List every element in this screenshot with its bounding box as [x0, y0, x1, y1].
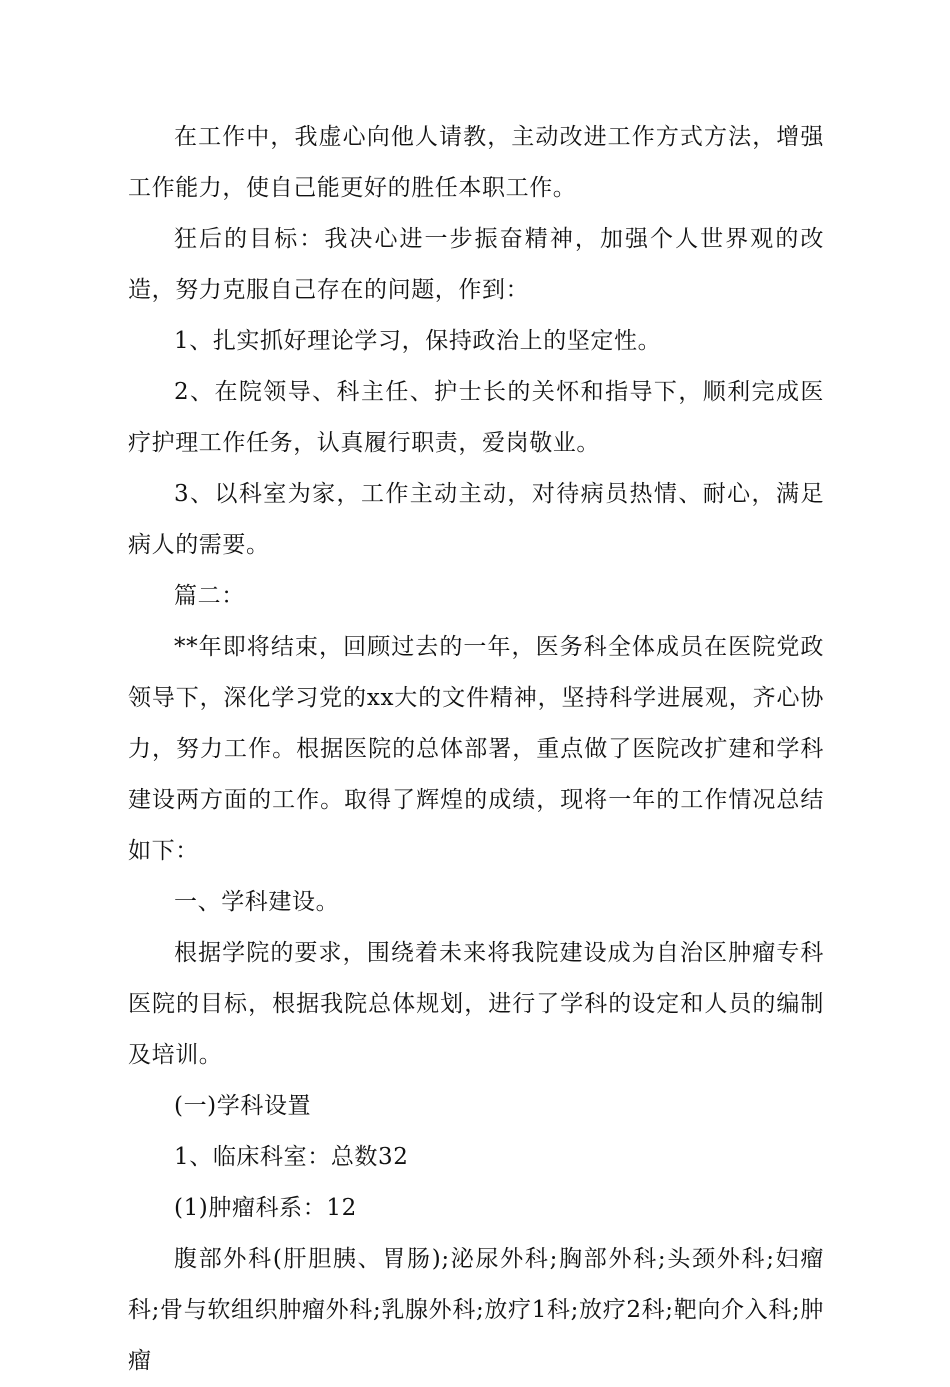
section-heading-part-two: 篇二： [174, 583, 245, 609]
list-item-clinical-departments: 1、临床科室：总数32 [174, 1144, 409, 1170]
paragraph-year-summary: **年即将结束，回顾过去的一年，医务科全体成员在医院党政领导下，深化学习党的xx大的文件精神，坚持科学进展观，齐心协力，努力工作。根据医院的总体部署，重点做了医院改扩建和学科建设两方面的工作。取得了辉煌的成绩，现将一年的工作情况总结如下： [128, 634, 824, 864]
paragraph-discipline-plan: 根据学院的要求，围绕着未来将我院建设成为自治区肿瘤专科医院的目标，根据我院总体规划，进行了学科的设定和人员的编制及培训。 [128, 940, 824, 1068]
document-body [128, 112, 824, 1387]
paragraph-future-goals: 狂后的目标：我决心进一步振奋精神，加强个人世界观的改造，努力克服自己存在的问题，作到： [128, 226, 824, 303]
paragraph-goal-2: 2、在院领导、科主任、护士长的关怀和指导下，顺利完成医疗护理工作任务，认真履行职责，爱岗敬业。 [128, 379, 824, 456]
paragraph-goal-3: 3、以科室为家，工作主动主动，对待病员热情、耐心，满足病人的需要。 [128, 481, 824, 558]
paragraph-work-attitude: 在工作中，我虚心向他人请教，主动改进工作方式方法，增强工作能力，使自己能更好的胜任本职工作。 [128, 124, 824, 201]
subheading-discipline-setup: (一)学科设置 [174, 1093, 312, 1119]
paragraph-department-list: 腹部外科(肝胆胰、胃肠);泌尿外科;胸部外科;头颈外科;妇瘤科;骨与软组织肿瘤外科;乳腺外科;放疗1科;放疗2科;靶向介入科;肿瘤 [128, 1246, 824, 1374]
list-item-oncology-departments: (1)肿瘤科系：12 [174, 1195, 357, 1221]
section-heading-discipline: 一、学科建设。 [174, 889, 340, 915]
paragraph-goal-1: 1、扎实抓好理论学习，保持政治上的坚定性。 [174, 328, 662, 354]
